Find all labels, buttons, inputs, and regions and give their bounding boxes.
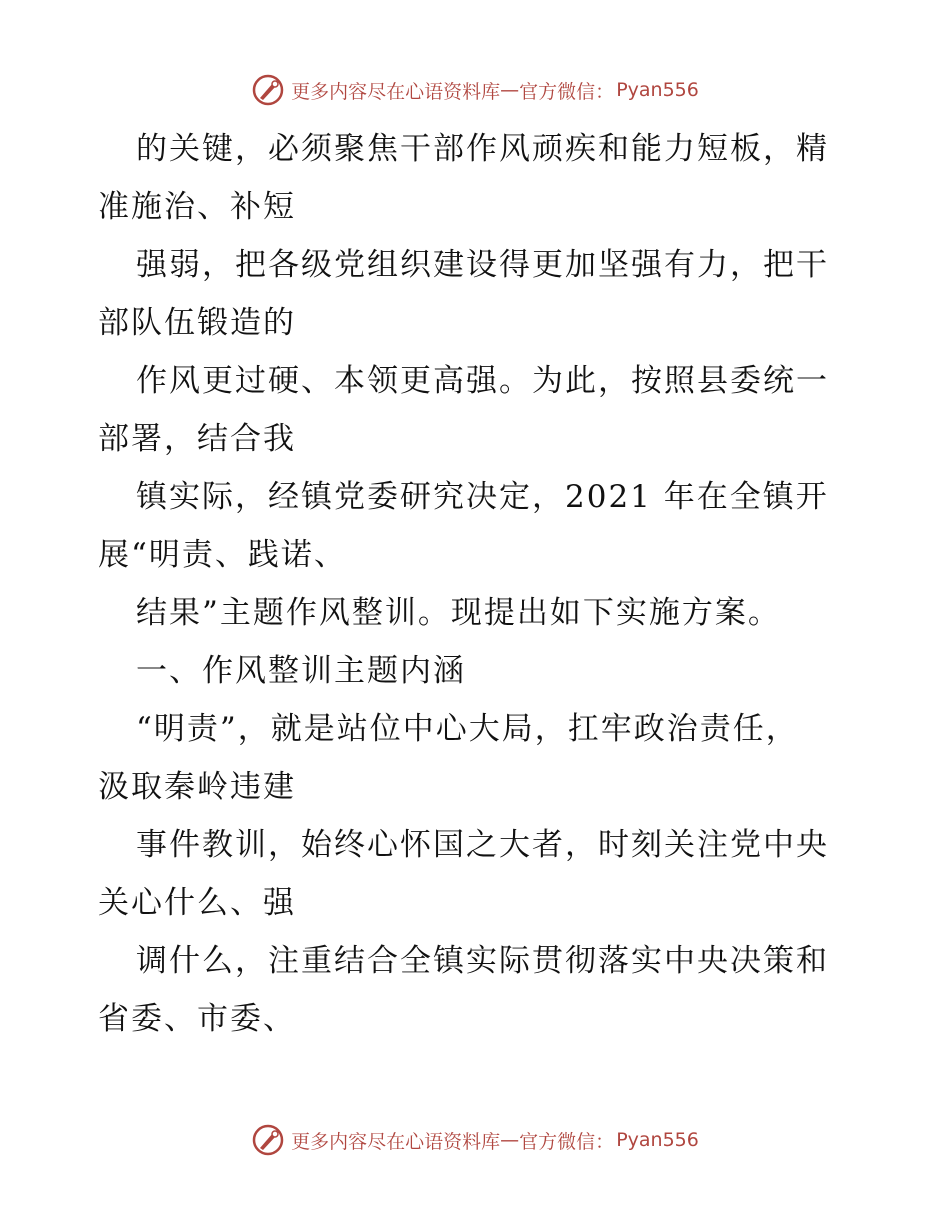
pen-logo-icon: [251, 1123, 285, 1157]
text-line: 展“明责、践诺、: [98, 537, 347, 573]
watermark-label: 官方微信：: [519, 80, 615, 103]
watermark-separator: —: [500, 79, 520, 101]
watermark-brand: 更多内容尽在心语资料库: [291, 1130, 501, 1153]
watermark-brand: 更多内容尽在心语资料库: [291, 80, 501, 103]
text-line: 结果”主题作风整训。现提出如下实施方案。: [136, 595, 781, 631]
watermark-label: 官方微信：: [519, 1130, 615, 1153]
pen-logo-icon: [251, 73, 285, 107]
watermark-account: Pyan556: [616, 79, 699, 101]
text-line: 汲取秦岭违建: [98, 769, 296, 805]
text-line: 准施治、补短: [98, 189, 296, 225]
watermark-account: Pyan556: [616, 1129, 699, 1151]
section-heading: 一、作风整训主题内涵: [136, 653, 466, 689]
text-line: 部队伍锻造的: [98, 305, 296, 341]
text-line: 强弱，把各级党组织建设得更加坚强有力，把干: [136, 247, 829, 283]
text-line: 镇实际，经镇党委研究决定，2021 年在全镇开: [136, 479, 829, 515]
text-line: “明责”，就是站位中心大局，扛牢政治责任，: [136, 711, 799, 747]
text-line: 省委、市委、: [98, 1001, 296, 1037]
footer-watermark: [0, 1122, 950, 1158]
text-line: 关心什么、强: [98, 885, 296, 921]
text-line: 部署，结合我: [98, 421, 296, 457]
document-body: [98, 120, 858, 1048]
text-line: 的关键，必须聚焦干部作风顽疾和能力短板，精: [136, 131, 829, 167]
text-line: 事件教训，始终心怀国之大者，时刻关注党中央: [136, 827, 829, 863]
header-watermark: [0, 72, 950, 108]
text-line: 作风更过硬、本领更高强。为此，按照县委统一: [136, 363, 829, 399]
watermark-separator: —: [500, 1129, 520, 1151]
text-line: 调什么，注重结合全镇实际贯彻落实中央决策和: [136, 943, 829, 979]
